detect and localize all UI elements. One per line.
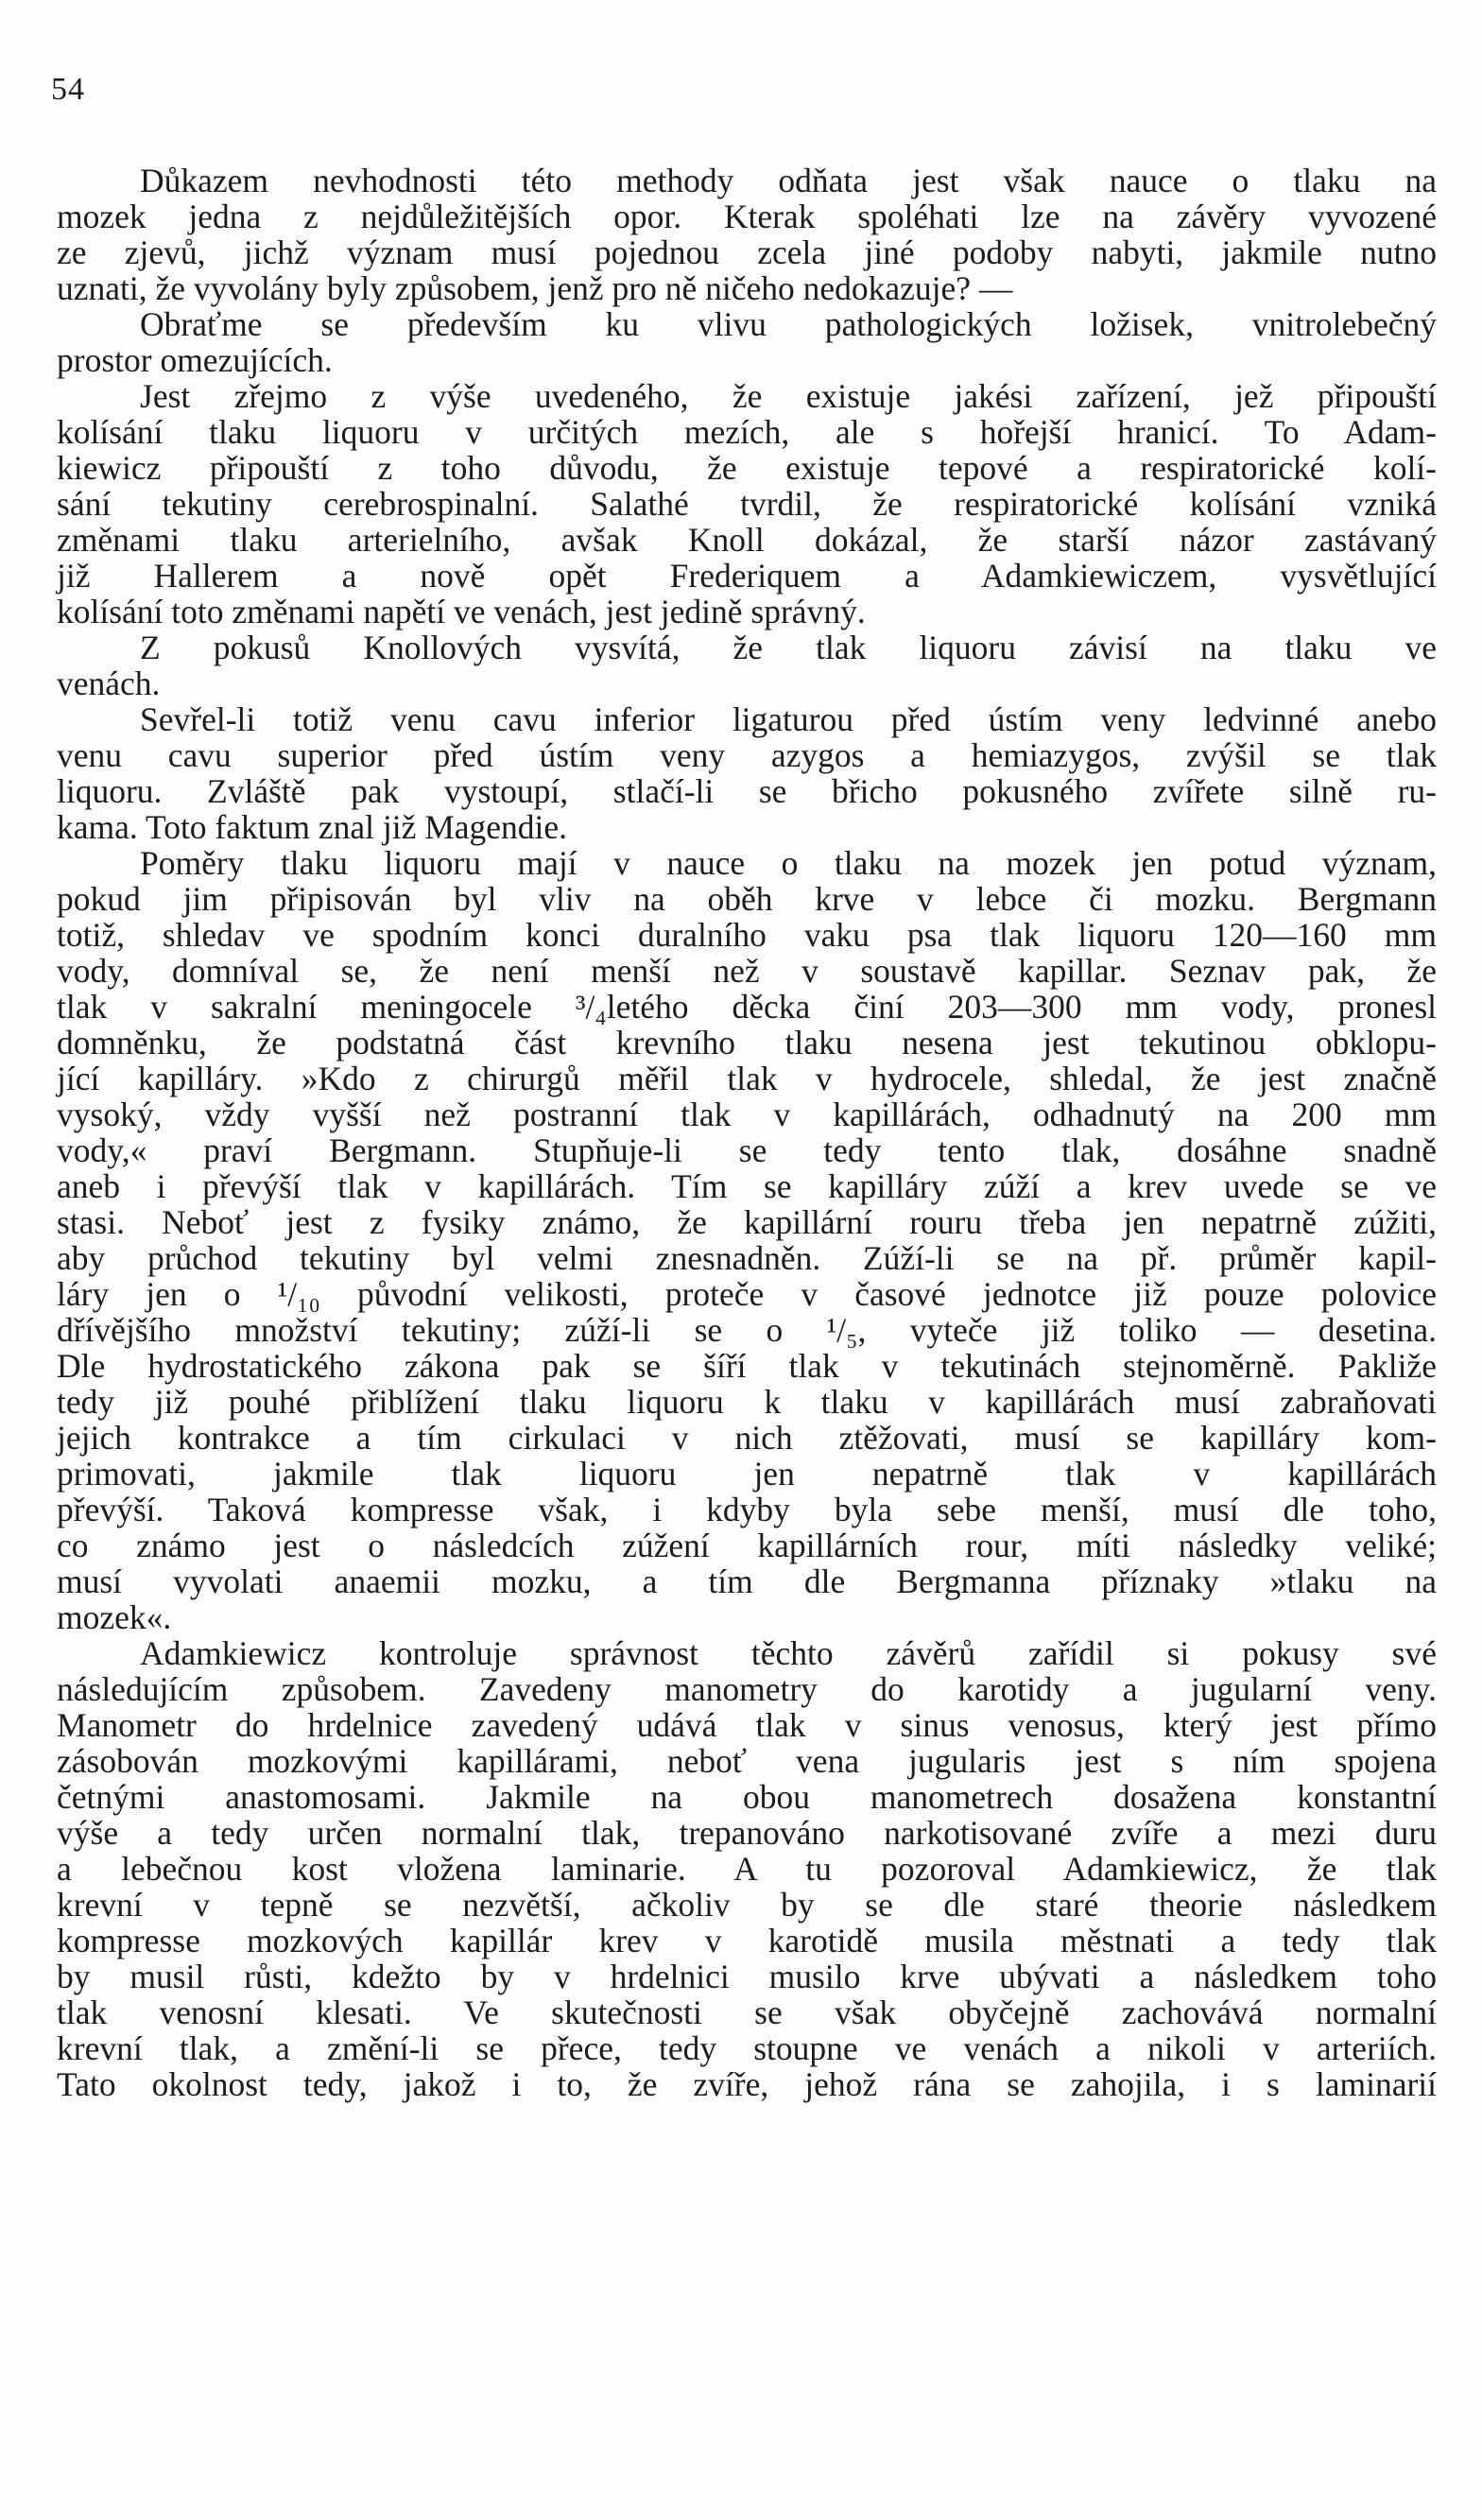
- text-line: kiewicz připouští z toho důvodu, že existuje tepové a respiratorické kolí-: [57, 449, 1437, 487]
- text-line: Z pokusů Knollových vysvítá, že tlak liquoru závisí na tlaku ve: [140, 629, 1437, 666]
- text-line: stasi. Neboť jest z fysiky známo, že kapillární rouru třeba jen nepatrně zúžiti,: [57, 1203, 1437, 1241]
- text-line: Poměry tlaku liquoru mají v nauce o tlaku na mozek jen potud význam,: [140, 844, 1437, 882]
- text-line: vody,« praví Bergmann. Stupňuje-li se tedy tento tlak, dosáhne snadně: [57, 1131, 1437, 1169]
- text-line: Jest zřejmo z výše uvedeného, že existuje jakési zařízení, jež připouští: [140, 377, 1437, 415]
- text-line: vody, domníval se, že není menší než v soustavě kapillar. Seznav pak, že: [57, 952, 1437, 990]
- text-line: krevní tlak, a změní-li se přece, tedy stoupne ve venách a nikoli v arteriích.: [57, 2029, 1437, 2067]
- text-line: zásobován mozkovými kapillárami, neboť vena jugularis jest s ním spojena: [57, 1742, 1437, 1780]
- body-text: [57, 163, 1437, 2102]
- text-line: Obraťme se především ku vlivu pathologických ložisek, vnitrolebečný: [140, 305, 1437, 343]
- text-line: pokud jim připisován byl vliv na oběh krve v lebce či mozku. Bergmann: [57, 880, 1437, 918]
- text-line: aby průchod tekutiny byl velmi znesnadněn. Zúží-li se na př. průměr kapil-: [57, 1239, 1437, 1277]
- text-line: již Hallerem a nově opět Frederiquem a Adamkiewiczem, vysvětlující: [57, 557, 1437, 595]
- text-line: četnými anastomosami. Jakmile na obou manometrech dosažena konstantní: [57, 1778, 1437, 1816]
- text-line: kama. Toto faktum znal již Magendie.: [57, 808, 568, 846]
- text-line: musí vyvolati anaemii mozku, a tím dle Bergmanna příznaky »tlaku na: [57, 1562, 1437, 1600]
- text-line: kompresse mozkových kapillár krev v karotidě musila městnati a tedy tlak: [57, 1922, 1437, 1959]
- text-line: výše a tedy určen normalní tlak, trepanováno narkotisované zvíře a mezi duru: [57, 1814, 1437, 1852]
- text-line: prostor omezujících.: [57, 341, 333, 379]
- text-line: kolísání tlaku liquoru v určitých mezích, ale s hořejší hranicí. To Adam-: [57, 413, 1437, 451]
- text-line: láry jen o ¹/₁₀ původní velikosti, proteče v časové jednotce již pouze polovice: [57, 1275, 1437, 1313]
- text-line: Adamkiewicz kontroluje správnost těchto závěrů zařídil si pokusy své: [140, 1634, 1437, 1672]
- text-line: a lebečnou kost vložena laminarie. A tu pozoroval Adamkiewicz, že tlak: [57, 1850, 1437, 1888]
- text-line: ze zjevů, jichž význam musí pojednou zcela jiné podoby nabyti, jakmile nutno: [57, 233, 1437, 271]
- text-line: převýší. Taková kompresse však, i kdyby byla sebe menší, musí dle toho,: [57, 1491, 1437, 1528]
- text-line: aneb i převýší tlak v kapillárách. Tím se kapilláry zúží a krev uvede se ve: [57, 1167, 1437, 1205]
- text-line: jejich kontrakce a tím cirkulaci v nich ztěžovati, musí se kapilláry kom-: [57, 1419, 1437, 1457]
- text-line: primovati, jakmile tlak liquoru jen nepatrně tlak v kapillárách: [57, 1455, 1437, 1493]
- text-line: vysoký, vždy vyšší než postranní tlak v kapillárách, odhadnutý na 200 mm: [57, 1096, 1437, 1133]
- text-line: jící kapilláry. »Kdo z chirurgů měřil tlak v hydrocele, shledal, že jest značně: [57, 1060, 1437, 1097]
- text-line: domněnku, že podstatná část krevního tlaku nesena jest tekutinou obklopu-: [57, 1024, 1437, 1062]
- text-line: dřívějšího množství tekutiny; zúží-li se o ¹/₅, vyteče již toliko — desetina.: [57, 1311, 1437, 1349]
- text-line: venu cavu superior před ústím veny azygos a hemiazygos, zvýšil se tlak: [57, 736, 1437, 774]
- text-line: krevní v tepně se nezvětší, ačkoliv by se dle staré theorie následkem: [57, 1886, 1437, 1924]
- text-line: uznati, že vyvolány byly způsobem, jenž pro ně ničeho nedokazuje? —: [57, 269, 1013, 307]
- text-line: tlak venosní klesati. Ve skutečnosti se však obyčejně zachovává normalní: [57, 1994, 1437, 2031]
- text-line: mozek jedna z nejdůležitějších opor. Kterak spoléhati lze na závěry vyvozené: [57, 198, 1437, 235]
- text-line: Manometr do hrdelnice zavedený udává tlak v sinus venosus, který jest přímo: [57, 1706, 1437, 1744]
- text-line: liquoru. Zvláště pak vystoupí, stlačí-li se břicho pokusného zvířete silně ru-: [57, 772, 1437, 810]
- text-line: venách.: [57, 665, 161, 702]
- text-line: co známo jest o následcích zúžení kapillárních rour, míti následky veliké;: [57, 1527, 1437, 1564]
- text-line: by musil růsti, kdežto by v hrdelnici musilo krve ubývati a následkem toho: [57, 1958, 1437, 1995]
- text-line: Důkazem nevhodnosti této methody odňata jest však nauce o tlaku na: [140, 162, 1437, 199]
- page-number: 54: [51, 72, 85, 107]
- text-line: Sevřel-li totiž venu cavu inferior ligaturou před ústím veny ledvinné anebo: [140, 700, 1437, 738]
- text-line: sání tekutiny cerebrospinalní. Salathé tvrdil, že respiratorické kolísání vzniká: [57, 485, 1437, 523]
- text-line: kolísání toto změnami napětí ve venách, jest jedině správný.: [57, 593, 866, 630]
- text-line: Tato okolnost tedy, jakož i to, že zvíře, jehož rána se zahojila, i s laminarií: [57, 2065, 1437, 2103]
- text-line: změnami tlaku arterielního, avšak Knoll dokázal, že starší názor zastávaný: [57, 521, 1437, 559]
- text-line: totiž, shledav ve spodním konci duralního vaku psa tlak liquoru 120—160 mm: [57, 916, 1437, 954]
- text-line: tlak v sakralní meningocele ³/₄letého děcka činí 203—300 mm vody, pronesl: [57, 988, 1437, 1026]
- text-line: Dle hydrostatického zákona pak se šíří tlak v tekutinách stejnoměrně. Pakliže: [57, 1347, 1437, 1385]
- text-line: následujícím způsobem. Zavedeny manometry do karotidy a jugularní veny.: [57, 1670, 1437, 1708]
- text-line: tedy již pouhé přiblížení tlaku liquoru k tlaku v kapillárách musí zabraňovati: [57, 1383, 1437, 1421]
- text-line: mozek«.: [57, 1598, 172, 1636]
